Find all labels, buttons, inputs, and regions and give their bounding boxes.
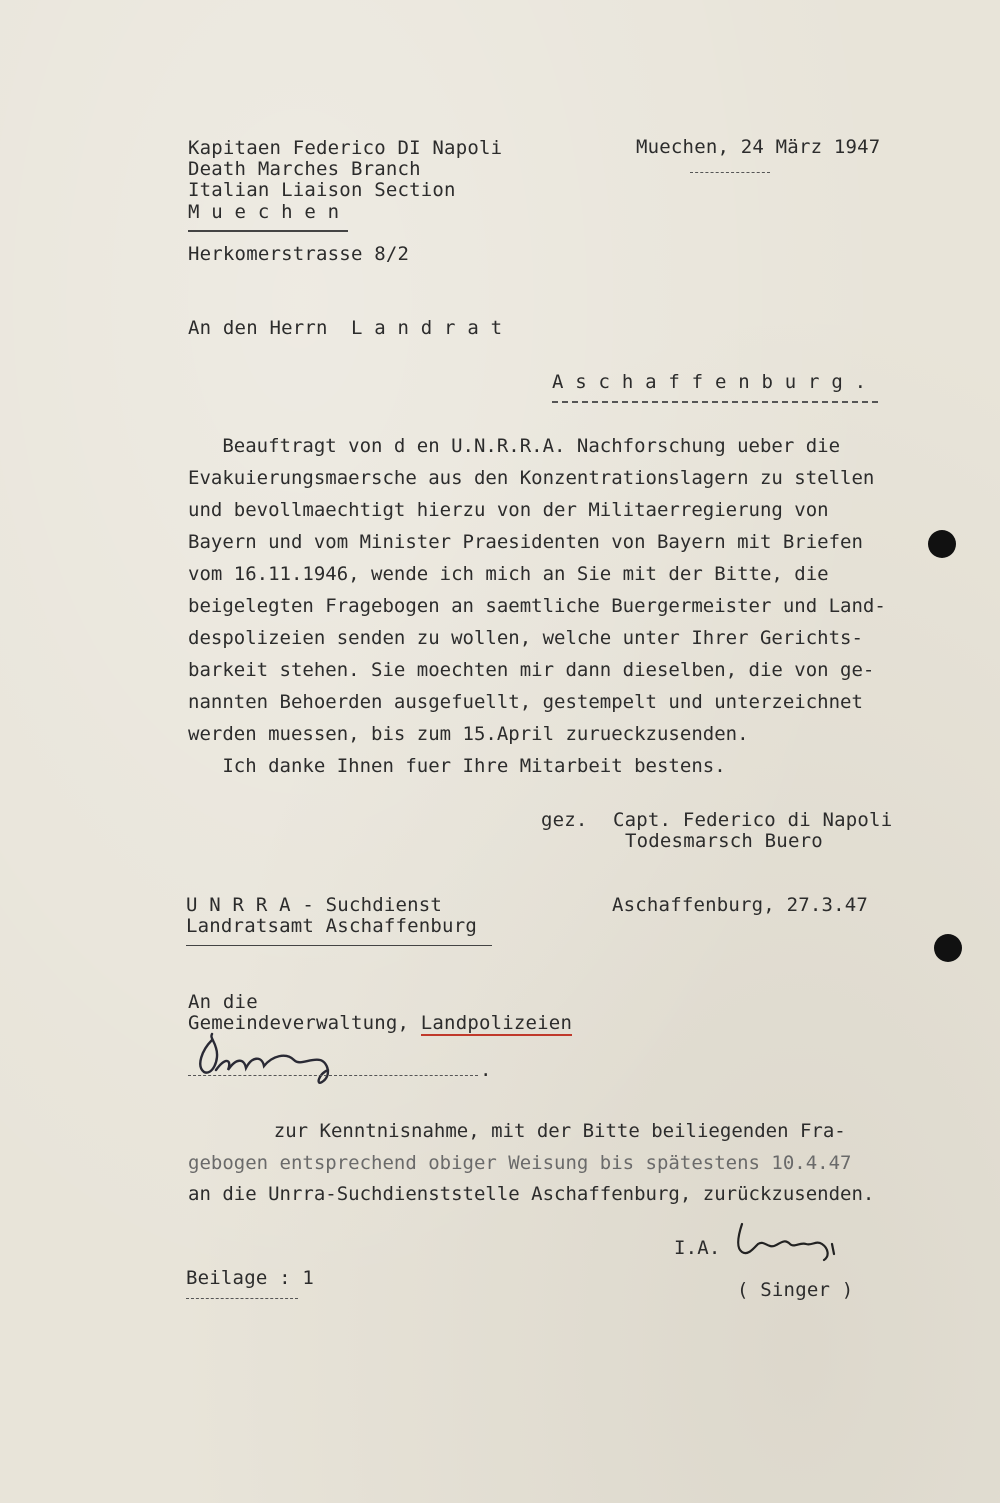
recipient-salutation: An den Herrn L a n d r a t xyxy=(188,317,503,339)
body-line-8: barkeit stehen. Sie moechten mir dann dieselben, die von ge- xyxy=(188,659,875,681)
signature2-prefix: I.A. xyxy=(674,1237,721,1259)
sender-street: Herkomerstrasse 8/2 xyxy=(188,243,410,265)
body-line-1: Beauftragt von d en U.N.R.R.A. Nachforschung ueber die xyxy=(188,435,841,457)
forward-recipient-line-1: An die xyxy=(188,991,258,1013)
forward-body-line-1: zur Kenntnisnahme, mit der Bitte beiliegenden Fra- xyxy=(228,1120,846,1142)
punch-hole-top xyxy=(928,530,956,558)
place-blank-line xyxy=(188,1075,478,1076)
recipient-place-underline xyxy=(552,401,878,403)
body-line-3: und bevollmaechtigt hierzu von der Militaerregierung von xyxy=(188,499,829,521)
sender-line-3: Italian Liaison Section xyxy=(188,179,456,201)
forward-org-line-1: U N R R A - Suchdienst xyxy=(186,894,443,916)
sender-city: M u e c h e n xyxy=(188,201,340,223)
forward-recipient-gemeinde: Gemeindeverwaltung, xyxy=(188,1012,421,1034)
punch-hole-bottom xyxy=(934,934,962,962)
signature2-name: ( Singer ) xyxy=(737,1279,854,1301)
enclosure-underline xyxy=(186,1298,298,1299)
body-line-10: werden muessen, bis zum 15.April zurueckzusenden. xyxy=(188,723,749,745)
letter-date: Muechen, 24 März 1947 xyxy=(636,136,881,158)
sender-city-underline xyxy=(188,230,348,232)
forward-body-line-3: an die Unrra-Suchdienststelle Aschaffenburg, zurückzusenden. xyxy=(188,1183,875,1205)
handwritten-signature-singer xyxy=(732,1218,844,1270)
body-line-9: nannten Behoerden ausgefuellt, gestempelt und unterzeichnet xyxy=(188,691,863,713)
forward-recipient-landpolizeien: Landpolizeien xyxy=(420,1012,573,1034)
place-blank-period: . xyxy=(480,1059,492,1081)
sender-line-1: Kapitaen Federico DI Napoli xyxy=(188,137,503,159)
forward-body-line-2: gebogen entsprechend obiger Weisung bis spätestens 10.4.47 xyxy=(188,1152,852,1174)
date-underline xyxy=(690,172,770,173)
body-line-2: Evakuierungsmaersche aus den Konzentrationslagern zu stellen xyxy=(188,467,875,489)
forward-org-line-2: Landratsamt Aschaffenburg xyxy=(186,915,477,937)
recipient-place: A s c h a f f e n b u r g . xyxy=(552,371,867,393)
body-line-4: Bayern und vom Minister Praesidenten von Bayern mit Briefen xyxy=(188,531,863,553)
signature1-name: Capt. Federico di Napoli xyxy=(613,809,893,831)
handwritten-place-scribble xyxy=(190,1030,360,1094)
body-line-6: beigelegten Fragebogen an saemtliche Buergermeister und Land- xyxy=(188,595,886,617)
sender-line-2: Death Marches Branch xyxy=(188,158,421,180)
forward-org-underline xyxy=(186,945,492,946)
signature1-prefix: gez. xyxy=(541,809,588,831)
body-line-11: Ich danke Ihnen fuer Ihre Mitarbeit bestens. xyxy=(188,755,726,777)
body-line-5: vom 16.11.1946, wende ich mich an Sie mit der Bitte, die xyxy=(188,563,829,585)
forward-date: Aschaffenburg, 27.3.47 xyxy=(612,894,869,916)
enclosure-note: Beilage : 1 xyxy=(186,1267,315,1289)
signature1-office: Todesmarsch Buero xyxy=(625,830,823,852)
body-line-7: despolizeien senden zu wollen, welche unter Ihrer Gerichts- xyxy=(188,627,863,649)
